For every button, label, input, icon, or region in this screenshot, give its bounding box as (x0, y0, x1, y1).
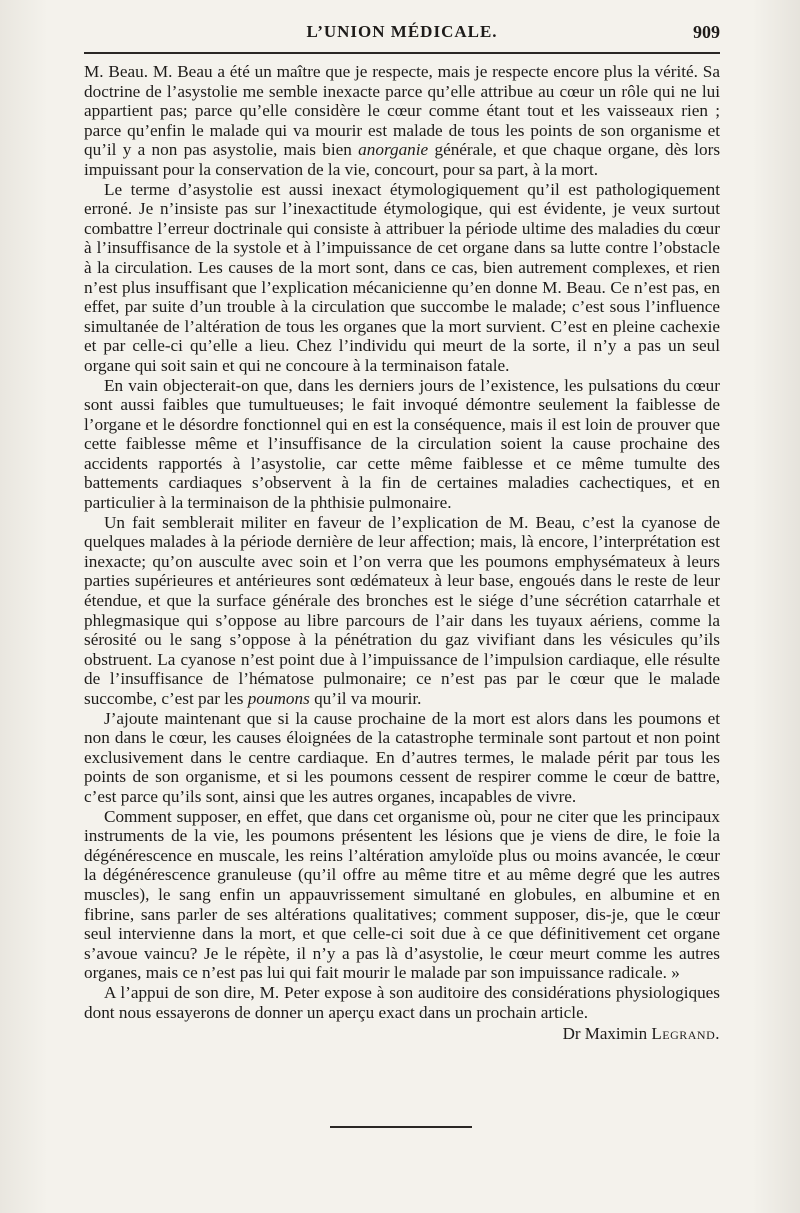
paragraph-2: Le terme d’asystolie est aussi inexact étymologiquement qu’il est pathologiquement erroné. Je n’insiste pas sur l’inexactitude étymologique, qui est évidente, je veux surtout combattre l’erreur doctrinale qui consiste à attribuer la période ultime des maladies du cœur à l’insuffisance de la systole et à l’impuissance de cet organe dans sa lutte contre l’obstacle à la circulation. Les causes de la mort sont, dans ce cas, bien autrement complexes, et rien n’est plus insuffisant que l’explication mécanicienne qu’en donne M. Beau. Ce n’est pas, en effet, par suite d’un trouble à la circulation que succombe le malade; c’est sous l’influence simultanée de l’altération de tous les organes que la mort survient. C’est en pleine cachexie et par celle-ci qu’elle a lieu. Chez l’individu qui meurt de la sorte, il n’y a pas un seul organe qui soit sain et qui ne concoure à la terminaison fatale. (84, 179, 720, 375)
end-rule (330, 1126, 472, 1128)
signature-surname: Legrand. (651, 1024, 720, 1044)
header-rule (84, 52, 720, 54)
signature-prefix: Dr Maximin (562, 1024, 648, 1044)
page-number: 909 (693, 22, 720, 42)
paragraph-7: A l’appui de son dire, M. Peter expose à son auditoire des considérations physiologiques dont nous essayerons de donner un aperçu exact dans un prochain article. (84, 982, 720, 1022)
paragraph-3: En vain objecterait-on que, dans les derniers jours de l’existence, les pulsations du cœur sont aussi faibles que tumultueuses; le fait invoqué démontre seulement la faiblesse de l’organe et le désordre fonctionnel qui en est la conséquence, mais il est loin de prouver que cette faiblesse même et l’insuffisance de la circulation soient la cause prochaine des accidents rapportés à l’asystolie, car cette même faiblesse et ce même tumulte des battements cardiaques s’observent à la fin de certaines maladies cachectiques, et en particulier à la terminaison de la phthisie pulmonaire. (84, 375, 720, 513)
italic-word: poumons (247, 689, 310, 708)
paragraph-5: J’ajoute maintenant que si la cause prochaine de la mort est alors dans les poumons et non dans le cœur, les causes éloignées de la catastrophe terminale sont partout et non point exclusivement dans le centre cardiaque. En d’autres termes, le malade périt par tous les points de son organisme, et si les poumons cessent de respirer comme le cœur de battre, c’est parce qu’ils sont, ainsi que les autres organes, incapables de vivre. (84, 708, 720, 806)
paragraph-1: M. Beau. M. Beau a été un maître que je respecte, mais je respecte encore plus la vérité. Sa doctrine de l’asystolie me semble inexacte parce qu’elle attribue au cœur un rôle qui ne lui appartient pas; parce qu’elle considère le cœur comme étant tout et les vaisseaux rien ; parce qu’enfin le malade qui va mourir est malade de tous les points de son organisme et qu’il y a non pas asystolie, mais bien anorganie générale, et que chaque organe, dès lors impuissant pour la conservation de la vie, concourt, pour sa part, à la mort. (84, 62, 721, 179)
paragraph-6: Comment supposer, en effet, que dans cet organisme où, pour ne citer que les principaux instruments de la vie, les poumons présentent les lésions que je viens de dire, le foie la dégénérescence en muscale, les reins l’altération amyloïde plus ou moins avancée, le cœur la dégénérescence granuleuse (qu’il offre au même titre et au même degré que les autres muscles), le sang enfin un appauvrissement simultané en globules, en albumine et en fibrine, sans parler de ses altérations qualitatives; comment supposer, dis-je, que le cœur seul intervienne dans la mort, et que celle-ci soit due à ce que définitivement cet organe s’avoue vaincu? Je le répète, il n’y a pas là d’asystolie, le cœur meurt comme les autres organes, mais ce n’est pas lui qui fait mourir le malade par son impuissance radicale. » (84, 806, 720, 983)
italic-word: anorganie (358, 140, 429, 160)
running-title: L’UNION MÉDICALE. (306, 22, 498, 41)
page-header (84, 22, 720, 50)
article-body (84, 62, 720, 1044)
author-signature (84, 1024, 720, 1044)
paragraph-4: Un fait semblerait militer en faveur de l’explication de M. Beau, c’est la cyanose de quelques malades à la période dernière de leur affection; mais, là encore, l’interprétation est inexacte; qu’on ausculte avec soin et l’on verra que les poumons emphysémateux à leurs parties supérieures et antérieures sont œdémateux à leur base, engoués dans le reste de leur étendue, et que la surface générale des bronches est le siége d’une sécrétion catarrhale et phlegmasique qui s’oppose au libre parcours de l’air dans les tuyaux aériens, comme la sérosité ou le sang s’oppose à la pénétration du gaz vivifiant dans les vésicules qu’ils obstruent. La cyanose n’est point due à l’impuissance de l’impulsion cardiaque, elle résulte de l’insuffisance de l’hématose pulmonaire; ce n’est pas par le cœur que le malade succombe, c’est par les poumons qu’il va mourir. (84, 512, 720, 708)
